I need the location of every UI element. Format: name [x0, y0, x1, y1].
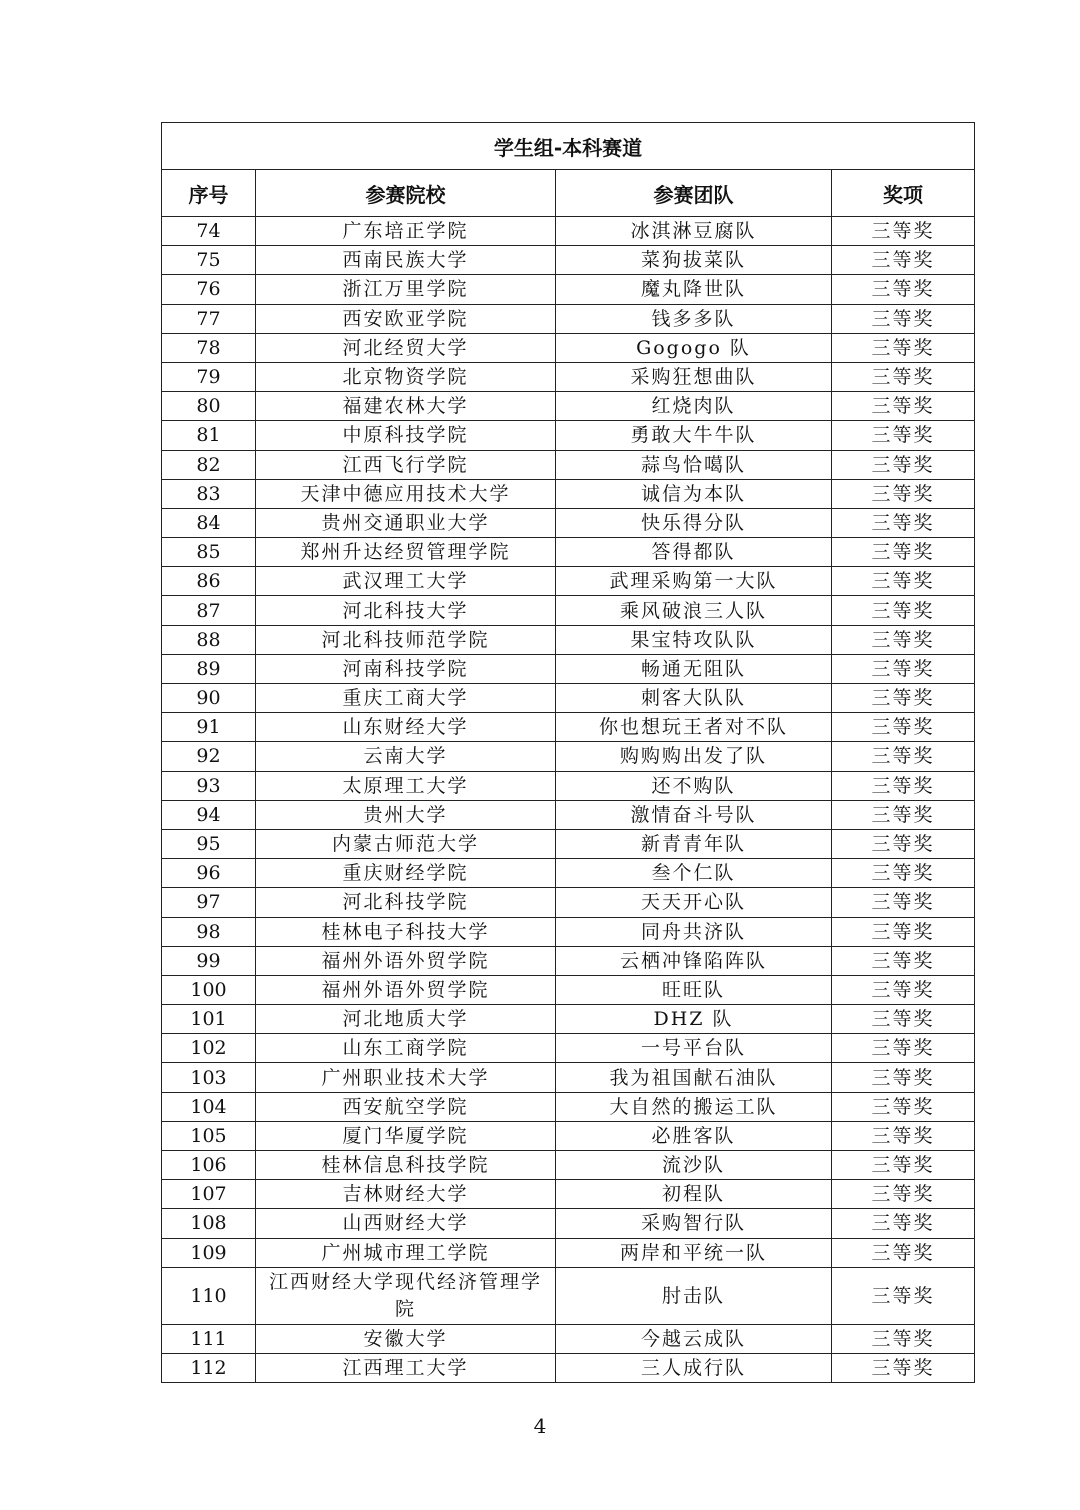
row-school: 重庆财经学院 [256, 859, 556, 888]
row-school: 江西理工大学 [256, 1353, 556, 1382]
row-team: 激情奋斗号队 [556, 800, 832, 829]
table-row [162, 742, 975, 771]
row-number: 108 [162, 1209, 256, 1238]
row-number: 112 [162, 1353, 256, 1382]
row-school: 江西财经大学现代经济管理学院 [256, 1267, 556, 1324]
row-award: 三等奖 [832, 684, 975, 713]
row-number: 84 [162, 508, 256, 537]
table-row [162, 1209, 975, 1238]
row-number: 104 [162, 1092, 256, 1121]
table-row [162, 304, 975, 333]
row-award: 三等奖 [832, 450, 975, 479]
row-team: 肘击队 [556, 1267, 832, 1324]
row-award: 三等奖 [832, 567, 975, 596]
row-award: 三等奖 [832, 1267, 975, 1324]
row-team: 乘风破浪三人队 [556, 596, 832, 625]
row-team: 答得都队 [556, 538, 832, 567]
header-award: 奖项 [832, 170, 975, 217]
table-row [162, 217, 975, 246]
row-school: 山东财经大学 [256, 713, 556, 742]
row-school: 桂林信息科技学院 [256, 1151, 556, 1180]
header-number: 序号 [162, 170, 256, 217]
row-team: 购购购出发了队 [556, 742, 832, 771]
row-award: 三等奖 [832, 421, 975, 450]
row-school: 河北科技师范学院 [256, 625, 556, 654]
row-team: 必胜客队 [556, 1121, 832, 1150]
row-school: 吉林财经大学 [256, 1180, 556, 1209]
row-award: 三等奖 [832, 362, 975, 391]
row-team: 红烧肉队 [556, 392, 832, 421]
row-team: 蒜鸟恰噶队 [556, 450, 832, 479]
row-number: 105 [162, 1121, 256, 1150]
row-award: 三等奖 [832, 917, 975, 946]
row-number: 86 [162, 567, 256, 596]
row-team: 刺客大队队 [556, 684, 832, 713]
row-school: 河北地质大学 [256, 1005, 556, 1034]
row-number: 107 [162, 1180, 256, 1209]
table-row [162, 1238, 975, 1267]
row-team: DHZ 队 [556, 1005, 832, 1034]
table-row [162, 1063, 975, 1092]
table-row [162, 421, 975, 450]
table-row [162, 450, 975, 479]
row-school: 西安航空学院 [256, 1092, 556, 1121]
row-number: 91 [162, 713, 256, 742]
row-award: 三等奖 [832, 1209, 975, 1238]
table-row [162, 1034, 975, 1063]
row-school: 山西财经大学 [256, 1209, 556, 1238]
row-award: 三等奖 [832, 771, 975, 800]
table-row [162, 1092, 975, 1121]
row-school: 北京物资学院 [256, 362, 556, 391]
row-team: 叁个仁队 [556, 859, 832, 888]
row-award: 三等奖 [832, 479, 975, 508]
row-number: 96 [162, 859, 256, 888]
row-award: 三等奖 [832, 246, 975, 275]
row-school: 福州外语外贸学院 [256, 975, 556, 1004]
table-row [162, 392, 975, 421]
table-title: 学生组-本科赛道 [162, 123, 975, 170]
row-school: 内蒙古师范大学 [256, 829, 556, 858]
row-school: 安徽大学 [256, 1324, 556, 1353]
row-team: 三人成行队 [556, 1353, 832, 1382]
table-row [162, 946, 975, 975]
table-row [162, 1005, 975, 1034]
table-title-row [162, 123, 975, 170]
row-team: 流沙队 [556, 1151, 832, 1180]
row-school: 贵州大学 [256, 800, 556, 829]
row-team: 采购智行队 [556, 1209, 832, 1238]
table-row [162, 625, 975, 654]
table-row [162, 1180, 975, 1209]
row-team: 勇敢大牛牛队 [556, 421, 832, 450]
row-team: 钱多多队 [556, 304, 832, 333]
row-number: 75 [162, 246, 256, 275]
table-row [162, 917, 975, 946]
row-team: 两岸和平统一队 [556, 1238, 832, 1267]
row-number: 88 [162, 625, 256, 654]
row-school: 云南大学 [256, 742, 556, 771]
row-award: 三等奖 [832, 217, 975, 246]
row-team: 菜狗拔菜队 [556, 246, 832, 275]
row-school: 桂林电子科技大学 [256, 917, 556, 946]
row-number: 77 [162, 304, 256, 333]
table-row [162, 275, 975, 304]
header-school: 参赛院校 [256, 170, 556, 217]
row-team: 魔丸降世队 [556, 275, 832, 304]
row-school: 广东培正学院 [256, 217, 556, 246]
row-number: 103 [162, 1063, 256, 1092]
row-number: 80 [162, 392, 256, 421]
row-number: 76 [162, 275, 256, 304]
row-team: 初程队 [556, 1180, 832, 1209]
row-number: 99 [162, 946, 256, 975]
row-team: 云栖冲锋陷阵队 [556, 946, 832, 975]
row-number: 93 [162, 771, 256, 800]
table-row [162, 362, 975, 391]
table-body [162, 217, 975, 1383]
row-number: 78 [162, 333, 256, 362]
row-team: 今越云成队 [556, 1324, 832, 1353]
row-team: 你也想玩王者对不队 [556, 713, 832, 742]
row-team: 快乐得分队 [556, 508, 832, 537]
row-number: 111 [162, 1324, 256, 1353]
table-row [162, 829, 975, 858]
table-header-row [162, 170, 975, 217]
table-row [162, 1151, 975, 1180]
row-school: 天津中德应用技术大学 [256, 479, 556, 508]
row-number: 97 [162, 888, 256, 917]
row-number: 83 [162, 479, 256, 508]
table-row [162, 538, 975, 567]
row-team: 一号平台队 [556, 1034, 832, 1063]
row-school: 西南民族大学 [256, 246, 556, 275]
table-row [162, 1267, 975, 1324]
row-award: 三等奖 [832, 829, 975, 858]
row-number: 102 [162, 1034, 256, 1063]
row-award: 三等奖 [832, 946, 975, 975]
row-team: 新青青年队 [556, 829, 832, 858]
row-number: 109 [162, 1238, 256, 1267]
row-number: 81 [162, 421, 256, 450]
table-row [162, 975, 975, 1004]
row-award: 三等奖 [832, 333, 975, 362]
row-team: 畅通无阻队 [556, 654, 832, 683]
table-row [162, 246, 975, 275]
row-team: 旺旺队 [556, 975, 832, 1004]
row-school: 浙江万里学院 [256, 275, 556, 304]
row-team: 天天开心队 [556, 888, 832, 917]
awards-table [161, 122, 975, 1383]
table-row [162, 333, 975, 362]
row-award: 三等奖 [832, 275, 975, 304]
row-team: 采购狂想曲队 [556, 362, 832, 391]
table-row [162, 654, 975, 683]
table-row [162, 1353, 975, 1382]
table-row [162, 859, 975, 888]
row-award: 三等奖 [832, 1151, 975, 1180]
row-school: 郑州升达经贸管理学院 [256, 538, 556, 567]
row-award: 三等奖 [832, 1034, 975, 1063]
row-number: 82 [162, 450, 256, 479]
row-award: 三等奖 [832, 742, 975, 771]
row-number: 98 [162, 917, 256, 946]
row-award: 三等奖 [832, 1180, 975, 1209]
table-row [162, 596, 975, 625]
table-row [162, 888, 975, 917]
row-number: 85 [162, 538, 256, 567]
row-school: 山东工商学院 [256, 1034, 556, 1063]
row-school: 福州外语外贸学院 [256, 946, 556, 975]
row-team: 大自然的搬运工队 [556, 1092, 832, 1121]
row-award: 三等奖 [832, 1324, 975, 1353]
row-award: 三等奖 [832, 596, 975, 625]
row-school: 河北经贸大学 [256, 333, 556, 362]
row-number: 74 [162, 217, 256, 246]
row-award: 三等奖 [832, 1121, 975, 1150]
row-school: 江西飞行学院 [256, 450, 556, 479]
row-school: 河南科技学院 [256, 654, 556, 683]
row-school: 河北科技大学 [256, 596, 556, 625]
row-number: 87 [162, 596, 256, 625]
table-row [162, 771, 975, 800]
row-team: 冰淇淋豆腐队 [556, 217, 832, 246]
row-school: 中原科技学院 [256, 421, 556, 450]
row-number: 90 [162, 684, 256, 713]
page-number: 4 [533, 1414, 547, 1438]
row-school: 广州职业技术大学 [256, 1063, 556, 1092]
row-team: 同舟共济队 [556, 917, 832, 946]
row-award: 三等奖 [832, 975, 975, 1004]
table-row [162, 479, 975, 508]
row-number: 94 [162, 800, 256, 829]
table-row [162, 567, 975, 596]
row-award: 三等奖 [832, 392, 975, 421]
table-row [162, 713, 975, 742]
row-school: 广州城市理工学院 [256, 1238, 556, 1267]
row-number: 95 [162, 829, 256, 858]
row-school: 厦门华厦学院 [256, 1121, 556, 1150]
row-team: 果宝特攻队队 [556, 625, 832, 654]
row-number: 92 [162, 742, 256, 771]
table-row [162, 800, 975, 829]
row-award: 三等奖 [832, 304, 975, 333]
row-school: 太原理工大学 [256, 771, 556, 800]
row-award: 三等奖 [832, 654, 975, 683]
row-school: 贵州交通职业大学 [256, 508, 556, 537]
row-award: 三等奖 [832, 508, 975, 537]
row-number: 106 [162, 1151, 256, 1180]
row-school: 武汉理工大学 [256, 567, 556, 596]
row-award: 三等奖 [832, 800, 975, 829]
row-number: 100 [162, 975, 256, 1004]
row-school: 西安欧亚学院 [256, 304, 556, 333]
row-award: 三等奖 [832, 538, 975, 567]
row-award: 三等奖 [832, 1092, 975, 1121]
row-award: 三等奖 [832, 888, 975, 917]
table-row [162, 684, 975, 713]
row-award: 三等奖 [832, 713, 975, 742]
row-award: 三等奖 [832, 859, 975, 888]
row-team: Gogogo 队 [556, 333, 832, 362]
row-school: 重庆工商大学 [256, 684, 556, 713]
table-row [162, 508, 975, 537]
row-number: 79 [162, 362, 256, 391]
table-row [162, 1121, 975, 1150]
row-school: 河北科技学院 [256, 888, 556, 917]
row-award: 三等奖 [832, 1005, 975, 1034]
row-team: 还不购队 [556, 771, 832, 800]
row-award: 三等奖 [832, 1353, 975, 1382]
row-team: 我为祖国献石油队 [556, 1063, 832, 1092]
row-team: 诚信为本队 [556, 479, 832, 508]
row-school: 福建农林大学 [256, 392, 556, 421]
row-team: 武理采购第一大队 [556, 567, 832, 596]
row-number: 89 [162, 654, 256, 683]
row-number: 110 [162, 1267, 256, 1324]
row-award: 三等奖 [832, 1238, 975, 1267]
header-team: 参赛团队 [556, 170, 832, 217]
row-number: 101 [162, 1005, 256, 1034]
row-award: 三等奖 [832, 1063, 975, 1092]
row-award: 三等奖 [832, 625, 975, 654]
table-row [162, 1324, 975, 1353]
